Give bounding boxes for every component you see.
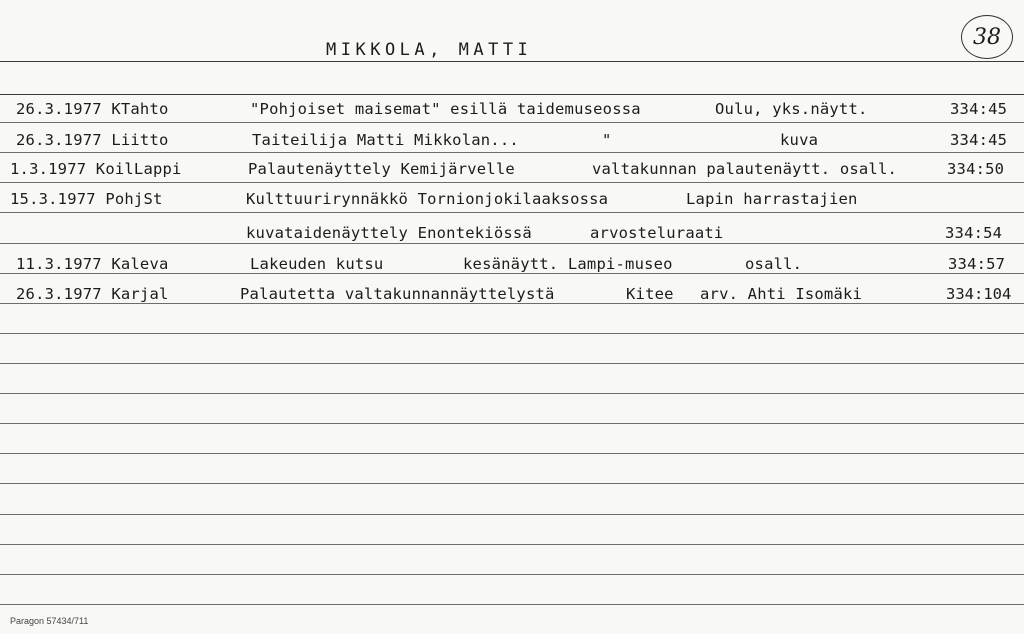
entry-note: valtakunnan palautenäytt. osall. [592,160,898,178]
entry-text: Kulttuurirynnäkkö Tornionjokilaaksossa [246,190,609,208]
entry-note-secondary: osall. [745,255,803,273]
entry-text: Palautetta valtakunnannäyttelystä [240,285,555,303]
ruled-line [0,363,1024,364]
entry-text: Taiteilija Matti Mikkolan... [252,131,519,149]
entry-date-source: 1.3.1977 KoilLappi [10,160,182,178]
card-number: 38 [973,24,1001,50]
entry-row [0,190,1024,214]
entry-text: kuvataidenäyttely Enontekiössä [246,224,532,242]
entry-ditto: " [602,131,612,149]
entry-row [0,255,1024,279]
entry-ref: 334:45 [950,100,1008,118]
card-footer-print: Paragon 57434/711 [10,616,89,626]
entry-note: Lapin harrastajien [686,190,858,208]
entry-note: Oulu, yks.näytt. [715,100,868,118]
entry-date-source: 26.3.1977 Liitto [16,131,169,149]
entry-ref: 334:104 [946,285,1012,303]
entry-date-source: 11.3.1977 Kaleva [16,255,169,273]
entry-text: Lakeuden kutsu [250,255,384,273]
entry-ref: 334:50 [947,160,1005,178]
header-rule-lower [0,94,1024,95]
entry-date-source: 26.3.1977 Karjal [16,285,169,303]
ruled-line [0,604,1024,605]
ruled-line [0,544,1024,545]
entry-note: kuva [780,131,819,149]
entry-note: Kitee [626,285,674,303]
entry-text: Palautenäyttely Kemijärvelle [248,160,515,178]
entry-ref: 334:57 [948,255,1006,273]
entry-note: kesänäytt. Lampi-museo [463,255,673,273]
card-number-circle [961,15,1013,59]
ruled-line [0,514,1024,515]
entry-ref: 334:54 [945,224,1003,242]
entry-date-source: 26.3.1977 KTahto [16,100,169,118]
entry-text: "Pohjoiset maisemat" esillä taidemuseossa [250,100,641,118]
entry-row [0,224,1024,248]
card-title: MIKKOLA, MATTI [326,40,533,60]
ruled-line [0,574,1024,575]
ruled-line [0,453,1024,454]
entry-row [0,160,1024,184]
entry-row [0,285,1024,309]
entry-ref: 334:45 [950,131,1008,149]
header-rule [0,61,1024,62]
ruled-line [0,333,1024,334]
ruled-line [0,483,1024,484]
ruled-line [0,393,1024,394]
entry-row [0,100,1024,124]
entry-row [0,131,1024,155]
entry-note-secondary: arv. Ahti Isomäki [700,285,863,303]
ruled-line [0,423,1024,424]
entry-date-source: 15.3.1977 PohjSt [10,190,163,208]
entry-note: arvosteluraati [590,224,724,242]
